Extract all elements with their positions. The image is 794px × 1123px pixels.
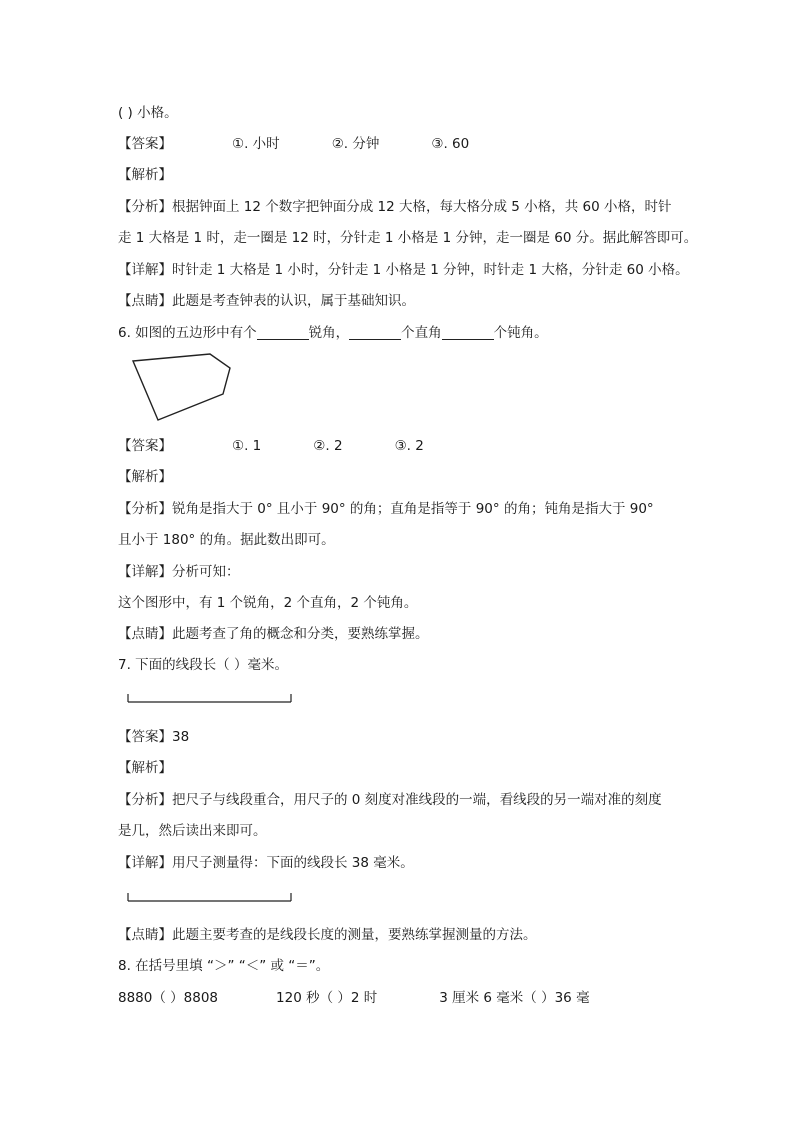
q5-answer bbox=[118, 135, 469, 153]
blank-underline bbox=[349, 325, 401, 340]
q6-text-b: 锐角， bbox=[308, 325, 350, 341]
pentagon-figure bbox=[128, 352, 238, 428]
compare-item: 120 秒（ ）2 时 bbox=[276, 990, 378, 1006]
q7-question: 7. 下面的线段长（ ）毫米。 bbox=[118, 657, 288, 673]
compare-item: 3 厘米 6 毫米（ ）36 毫 bbox=[439, 990, 590, 1006]
xiangjie-tag: 【详解】 bbox=[118, 855, 172, 871]
answer-item: ②. 分钟 bbox=[331, 136, 380, 152]
q8-question: 8. 在括号里填 “＞” “＜” 或 “＝”。 bbox=[118, 958, 330, 974]
answer-item: ③. 2 bbox=[394, 438, 424, 454]
dianjing-text: 此题主要考查的是线段长度的测量，要熟练掌握测量的方法。 bbox=[172, 927, 537, 943]
answer-tag: 【答案】 bbox=[118, 136, 172, 152]
q6-answer bbox=[118, 437, 424, 455]
dianjing-tag: 【点睛】 bbox=[118, 293, 172, 309]
q5-fenxi-2: 走 1 大格是 1 时，走一圈是 12 时，分针走 1 小格是 1 分钟，走一圈是 60 分。据此解答即可。 bbox=[118, 230, 698, 246]
dianjing-tag: 【点睛】 bbox=[118, 626, 172, 642]
answer-tag: 【答案】 bbox=[118, 729, 172, 745]
xiangjie-tag: 【详解】 bbox=[118, 564, 172, 580]
q5-jiexi: 【解析】 bbox=[118, 167, 172, 183]
q6-dianjing bbox=[118, 625, 429, 643]
xiangjie-text: 时针走 1 大格是 1 小时，分针走 1 小格是 1 分钟，时针走 1 大格，分针走 60 小格。 bbox=[172, 262, 689, 278]
q6-xiangjie-2: 这个图形中，有 1 个锐角，2 个直角，2 个钝角。 bbox=[118, 595, 418, 611]
compare-item: 8880（ ）8808 bbox=[118, 990, 219, 1006]
q6-jiexi: 【解析】 bbox=[118, 469, 172, 485]
fenxi-tag: 【分析】 bbox=[118, 792, 172, 808]
q6-fenxi-2: 且小于 180° 的角。据此数出即可。 bbox=[118, 532, 335, 548]
q7-fenxi-2: 是几，然后读出来即可。 bbox=[118, 823, 267, 839]
q7-dianjing bbox=[118, 926, 537, 944]
answer-item: 38 bbox=[172, 729, 190, 745]
answer-tag: 【答案】 bbox=[118, 438, 172, 454]
q6-text-c: 个直角 bbox=[401, 325, 442, 341]
dianjing-text: 此题考查了角的概念和分类，要熟练掌握。 bbox=[172, 626, 429, 642]
q5-fenxi-1 bbox=[118, 198, 671, 216]
xiangjie-text: 用尺子测量得：下面的线段长 38 毫米。 bbox=[172, 855, 414, 871]
blank-underline bbox=[442, 325, 494, 340]
answer-item: ②. 2 bbox=[313, 438, 343, 454]
answer-item: ①. 小时 bbox=[232, 136, 280, 152]
q5-blank-line: ( ) 小格。 bbox=[118, 105, 178, 121]
line-segment-figure bbox=[126, 693, 296, 705]
answer-item: ③. 60 bbox=[431, 136, 470, 152]
fenxi-tag: 【分析】 bbox=[118, 501, 172, 517]
q7-xiangjie bbox=[118, 854, 414, 872]
fenxi-tag: 【分析】 bbox=[118, 199, 172, 215]
q7-fenxi-1 bbox=[118, 791, 662, 809]
fenxi-text: 把尺子与线段重合，用尺子的 0 刻度对准线段的一端，看线段的另一端对准的刻度 bbox=[172, 792, 662, 808]
xiangjie-tag: 【详解】 bbox=[118, 262, 172, 278]
answer-item: ①. 1 bbox=[232, 438, 262, 454]
line-segment-figure-2 bbox=[126, 892, 296, 904]
q8-items bbox=[118, 989, 590, 1007]
q6-xiangjie bbox=[118, 563, 240, 581]
q7-jiexi: 【解析】 bbox=[118, 760, 172, 776]
xiangjie-text: 分析可知： bbox=[172, 564, 240, 580]
q6-fenxi-1 bbox=[118, 500, 654, 518]
blank-underline bbox=[257, 325, 309, 340]
q6-text-d: 个钝角。 bbox=[493, 325, 548, 341]
q5-dianjing bbox=[118, 292, 415, 310]
fenxi-text: 根据钟面上 12 个数字把钟面分成 12 大格，每大格分成 5 小格，共 60 小格，时针 bbox=[172, 199, 672, 215]
dianjing-text: 此题是考查钟表的认识，属于基础知识。 bbox=[172, 293, 415, 309]
dianjing-tag: 【点睛】 bbox=[118, 927, 172, 943]
q5-xiangjie bbox=[118, 261, 689, 279]
q6-question bbox=[118, 324, 548, 342]
q7-answer bbox=[118, 728, 189, 746]
q6-text-a: 6. 如图的五边形中有个 bbox=[118, 325, 257, 341]
fenxi-text: 锐角是指大于 0° 且小于 90° 的角；直角是指等于 90° 的角；钝角是指大于 90° bbox=[172, 501, 654, 517]
